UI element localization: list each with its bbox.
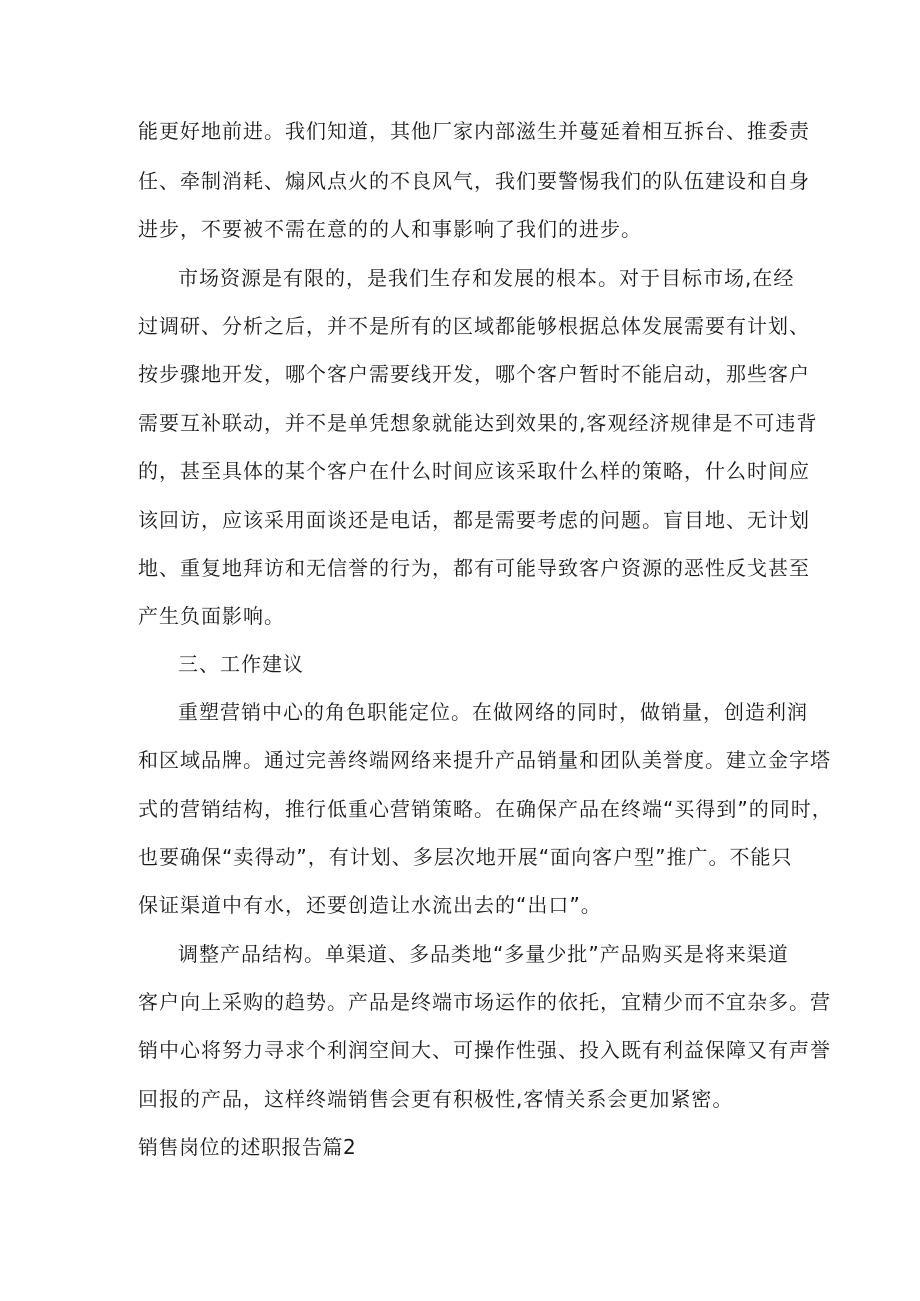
next-section-title: 销售岗位的述职报告篇2	[138, 1135, 357, 1159]
paragraph-line: 销中心将努力寻求个利润空间大、可操作性强、投入既有利益保障又有声誉	[138, 1038, 831, 1062]
paragraph-line: 式的营销结构，推行低重心营销策略。在确保产品在终端“买得到”的同时，	[138, 797, 833, 821]
paragraph-line: 地、重复地拜访和无信誉的行为，都有可能导致客户资源的恶性反戈甚至	[138, 556, 810, 580]
paragraph-line: 需要互补联动，并不是单凭想象就能达到效果的,客观经济规律是不可违背	[138, 411, 818, 435]
paragraph-line: 调整产品结构。单渠道、多品类地“多量少批”产品购买是将来渠道	[178, 942, 789, 966]
paragraph-line: 回报的产品，这样终端销售会更有积极性,客情关系会更加紧密。	[138, 1087, 734, 1111]
paragraph-line: 市场资源是有限的，是我们生存和发展的根本。对于目标市场,在经	[178, 266, 795, 290]
paragraph-line: 和区域品牌。通过完善终端网络来提升产品销量和团队美誉度。建立金字塔	[138, 748, 831, 772]
section-heading: 三、工作建议	[178, 652, 304, 676]
paragraph-line: 重塑营销中心的角色职能定位。在做网络的同时，做销量，创造利润	[178, 700, 808, 724]
paragraph-line: 客户向上采购的趋势。产品是终端市场运作的依托，宜精少而不宜杂多。营	[138, 990, 831, 1014]
paragraph-line: 该回访，应该采用面谈还是电话，都是需要考虑的问题。盲目地、无计划	[138, 508, 810, 532]
paragraph-line: 也要确保“卖得动”，有计划、多层次地开展“面向客户型”推广。不能只	[138, 845, 793, 869]
paragraph-line: 按步骤地开发，哪个客户需要线开发，哪个客户暂时不能启动，那些客户	[138, 362, 810, 386]
paragraph-line: 保证渠道中有水，还要创造让水流出去的“出口”。	[138, 893, 602, 917]
paragraph-line: 的，甚至具体的某个客户在什么时间应该采取什么样的策略，什么时间应	[138, 459, 810, 483]
paragraph-line: 进步，不要被不需在意的的人和事影响了我们的进步。	[138, 217, 642, 241]
paragraph-line: 能更好地前进。我们知道，其他厂家内部滋生并蔓延着相互拆台、推委责	[138, 119, 810, 143]
paragraph-line: 产生负面影响。	[138, 604, 285, 628]
paragraph-line: 任、牵制消耗、煽风点火的不良风气，我们要警惕我们的队伍建设和自身	[138, 169, 810, 193]
paragraph-line: 过调研、分析之后，并不是所有的区域都能够根据总体发展需要有计划、	[138, 314, 810, 338]
